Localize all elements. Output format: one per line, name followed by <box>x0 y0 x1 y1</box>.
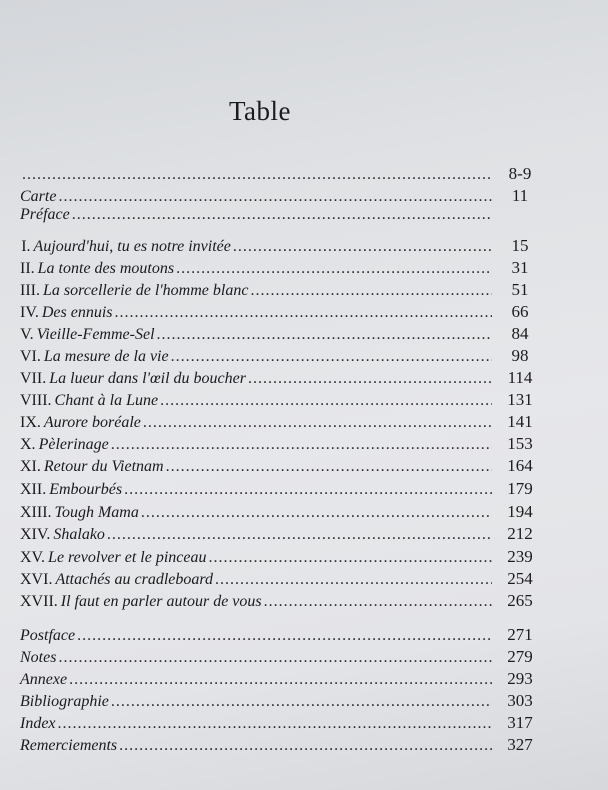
toc-label: Il faut en parler autour de vous <box>60 593 262 610</box>
toc-label: La mesure de la vie <box>43 348 169 365</box>
toc-row-chapter <box>20 324 542 346</box>
toc-label: La tonte des moutons <box>37 260 175 277</box>
toc-label: Aurore boréale <box>43 414 141 431</box>
toc-page: 212 <box>507 524 533 543</box>
toc-num: I. <box>21 238 31 255</box>
toc-page: 84 <box>511 324 529 343</box>
toc-page: 164 <box>507 456 533 475</box>
toc-label: Aujourd'hui, tu es notre invitée <box>33 238 231 255</box>
dot-leader <box>215 571 492 589</box>
toc-num: VI. <box>20 348 41 365</box>
toc-label: La lueur dans l'œil du boucher <box>49 370 246 387</box>
toc-page: 271 <box>507 625 533 644</box>
toc-num: IX. <box>20 414 41 431</box>
toc-num: XV. <box>20 549 46 566</box>
toc-row-chapter <box>20 258 542 280</box>
toc-row-chapter <box>20 547 542 569</box>
dot-leader <box>124 481 492 499</box>
toc-row-front-2 <box>20 206 542 228</box>
toc-row-chapter <box>20 569 542 591</box>
toc-page: 98 <box>511 346 529 365</box>
dot-leader <box>176 260 492 278</box>
toc-row-chapter <box>20 346 542 368</box>
toc-num: XVII. <box>20 593 58 610</box>
toc-num: XIV. <box>20 526 51 543</box>
toc-num: III. <box>20 282 40 299</box>
page-title: Table <box>228 96 292 126</box>
toc-page: 194 <box>507 502 533 521</box>
toc-page: 15 <box>511 236 529 255</box>
toc-row-chapter <box>20 280 542 302</box>
dot-leader <box>143 414 492 432</box>
toc-row-chapter <box>20 591 542 613</box>
toc-page: 179 <box>507 479 533 498</box>
dot-leader <box>160 392 492 410</box>
dot-leader <box>58 715 492 733</box>
toc-label: Annexe <box>20 671 68 688</box>
toc-label: Embourbés <box>49 481 123 498</box>
toc-row-chapter <box>20 502 542 524</box>
toc-label: Vieille-Femme-Sel <box>36 326 155 343</box>
dot-leader <box>72 206 492 224</box>
toc-row-back <box>20 735 542 757</box>
toc-row-chapter <box>20 524 542 546</box>
toc-num: X. <box>20 436 36 453</box>
toc-row-chapter <box>20 434 542 456</box>
dot-leader <box>250 282 492 300</box>
toc-page: 51 <box>511 280 529 299</box>
toc-num: IV. <box>20 304 39 321</box>
dot-leader <box>111 693 492 711</box>
toc-page: 141 <box>507 412 533 431</box>
dot-leader <box>114 304 492 322</box>
toc-row-chapter <box>20 390 542 412</box>
toc-label: Remerciements <box>20 737 118 754</box>
toc-page: 153 <box>507 434 533 453</box>
toc-page: 8-9 <box>508 164 532 183</box>
toc-num: VIII. <box>20 392 52 409</box>
toc-label: La sorcellerie de l'homme blanc <box>42 282 249 299</box>
toc-label: Attachés au cradleboard <box>55 571 214 588</box>
dot-leader <box>264 593 492 611</box>
toc-row-back <box>20 691 542 713</box>
toc-page: 303 <box>507 691 533 710</box>
dot-leader <box>248 370 492 388</box>
toc-row-chapter <box>20 479 542 501</box>
toc-row-chapter <box>20 236 542 258</box>
toc-row-chapter <box>20 456 542 478</box>
dot-leader <box>58 649 492 667</box>
toc-page: 239 <box>507 547 533 566</box>
dot-leader <box>22 166 492 184</box>
dot-leader <box>141 504 492 522</box>
dot-leader <box>171 348 492 366</box>
toc-row-chapter <box>20 368 542 390</box>
toc-page: 317 <box>507 713 533 732</box>
toc-row-front-1 <box>20 186 542 208</box>
toc-label: Notes <box>20 649 57 666</box>
toc-page: 254 <box>507 569 533 588</box>
toc-page: 11 <box>511 186 529 205</box>
dot-leader <box>119 737 492 755</box>
dot-leader <box>58 188 492 206</box>
toc-row-front-0 <box>20 164 542 186</box>
toc-row-chapter <box>20 302 542 324</box>
toc-num: II. <box>20 260 35 277</box>
toc-page: 66 <box>511 302 529 321</box>
toc-num: V. <box>20 326 34 343</box>
toc-label: Index <box>20 715 56 732</box>
toc-num: XVI. <box>20 571 53 588</box>
dot-leader <box>77 627 492 645</box>
toc-num: VII. <box>20 370 47 387</box>
toc-row-back <box>20 713 542 735</box>
toc-label: Carte <box>20 188 57 205</box>
toc-label: Des ennuis <box>41 304 113 321</box>
toc-page: 293 <box>507 669 533 688</box>
toc-page: 327 <box>507 735 533 754</box>
toc-label: Retour du Vietnam <box>43 458 164 475</box>
toc-label: Pèlerinage <box>38 436 109 453</box>
toc-label: Le revolver et le pinceau <box>48 549 207 566</box>
toc-row-back <box>20 669 542 691</box>
toc-num: XII. <box>20 481 47 498</box>
dot-leader <box>157 326 492 344</box>
toc-num: XIII. <box>20 504 52 521</box>
dot-leader <box>107 526 492 544</box>
toc-label: Tough Mama <box>54 504 139 521</box>
toc-row-chapter <box>20 412 542 434</box>
toc-page: 31 <box>511 258 529 277</box>
dot-leader <box>111 436 492 454</box>
toc-page: 114 <box>507 368 533 387</box>
dot-leader <box>69 671 492 689</box>
toc-page: 131 <box>507 390 533 409</box>
toc-page: 265 <box>507 591 533 610</box>
toc-num: XI. <box>20 458 41 475</box>
toc-label: Bibliographie <box>20 693 109 710</box>
dot-leader <box>233 238 492 256</box>
toc-row-back <box>20 647 542 669</box>
toc-label: Préface <box>20 206 70 223</box>
dot-leader <box>166 458 492 476</box>
toc-label: Postface <box>20 627 76 644</box>
toc-page: 279 <box>507 647 533 666</box>
dot-leader <box>209 549 493 567</box>
toc-row-back <box>20 625 542 647</box>
toc-label: Shalako <box>53 526 105 543</box>
toc-label: Chant à la Lune <box>54 392 159 409</box>
